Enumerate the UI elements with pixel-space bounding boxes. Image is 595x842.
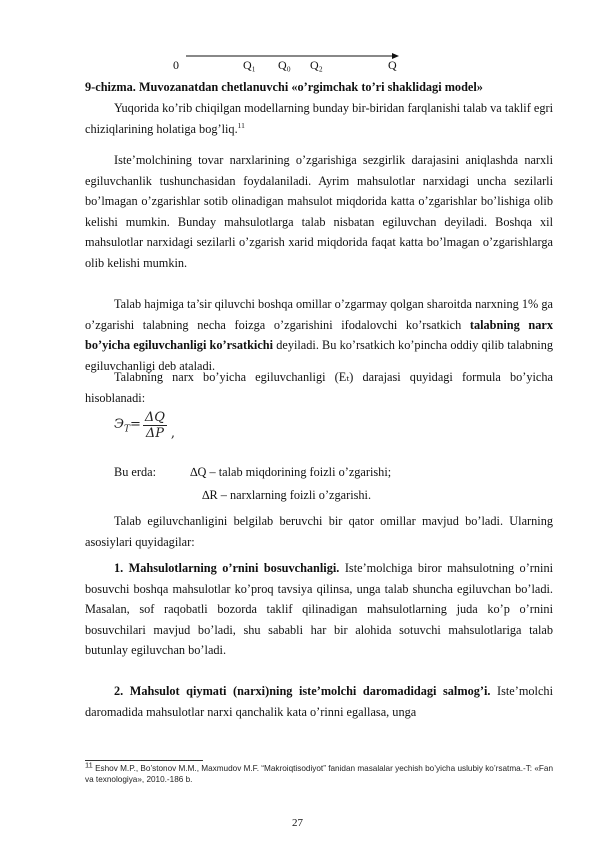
- formula-numerator: ΔQ: [144, 410, 165, 425]
- formula-symbol: Э: [114, 416, 124, 432]
- paragraph-5: Talab egiluvchanligini belgilab beruvchi bir qator omillar mavjud bo’ladi. Ularning asosiylari quyidagilar:: [85, 514, 553, 549]
- paragraph-3-text-a: Talab hajmiga ta’sir qiluvchi boshqa omillar o’zgarmay qolgan sharoitda narxning 1% ga o’zgarishi talabning necha foizga o’zgarishini ifodalovchi ko’rsatkich: [85, 297, 553, 332]
- paragraph-3-term: talabning narx bo’yicha egiluvchanligi ko’rsatkichi: [85, 317, 553, 353]
- paragraph-2: Iste’molchining tovar narxlarining o’zgarishiga sezgirlik darajasini aniqlashda narxli egiluvchanlik tushunchasidan foydalaniladi. Ayrim mahsulotlar narxidagi uncha sezilarli bo’lmagan o’zgarishlar sotib olinadigan mahsulot miqdorida katta o’zgarishlar bo’lishiga olib kelishi mumkin. Bunday mahsulotlarga talab nisbatan egiluvchan deyiladi. Boshqa xil mahsulotlar narxidagi sezilarli o’zgarish xarid miqdorida faqat katta bo’lmagan o’zgarishlarga olib kelishi mumkin.: [85, 153, 553, 270]
- figure-axis: [0, 48, 595, 76]
- figure-caption: 9-chizma. Muvozanatdan chetlanuvchi «o’rgimchak to’ri shaklidagi model»: [85, 80, 483, 94]
- axis-label-q0: Q₀: [278, 58, 291, 72]
- footnote-reference: 11: [237, 120, 245, 130]
- footnote-text: Eshov M.P., Bo’stonov M.M., Maxmudov M.F. “Makroiqtisodiyot” fanidan masalalar yechish bo’yicha uslubiy ko’rsatma.-T: «Fan va texnologiya», 2010.-186 b.: [85, 764, 553, 784]
- definition-delta-r: ∆R – narxlarning foizli o’zgarishi.: [202, 488, 372, 502]
- footnote: [85, 760, 553, 785]
- definition-delta-q: ∆Q – talab miqdorining foizli o’zgarishi;: [190, 465, 392, 479]
- axis-label-q1: Q₁: [243, 58, 256, 72]
- paragraph-1: [85, 98, 553, 139]
- paragraph-7: [85, 681, 553, 722]
- formula-subscript: T: [123, 424, 130, 435]
- paragraph-4: Talabning narx bo’yicha egiluvchanligi (Eₜ) darajasi quyidagi formula bo’yicha hisoblanadi:: [85, 370, 553, 405]
- paragraph-3-text-b: deyiladi. Bu ko’rsatkich ko’pincha oddiy qilib talabning egiluvchanligi deb ataladi.: [85, 338, 553, 373]
- footnote-marker: 11: [85, 760, 93, 770]
- factor-2-text: Iste’molchi daromadida mahsulotlar narxi qanchalik kata o’rinni egallasa, unga: [85, 684, 553, 719]
- definitions-lead: Bu erda:: [114, 465, 157, 479]
- elasticity-formula: [114, 410, 175, 441]
- factor-2-heading: 2. Mahsulot qiymati (narxi)ning iste’molchi daromadidagi salmog’i.: [114, 684, 491, 698]
- paragraph-6: [85, 558, 553, 661]
- factor-1-text: Iste’molchiga biror mahsulotning o’rnini bosuvchi boshqa mahsulotlar ko’proq tavsiya qilinsa, unga talab shuncha egiluvchan bo’ladi. Masalan, sof raqobatli bozorda taklif qilinadigan mahsulotlarning juda ko’p o’rnini bosuvchilari mavjud bo’ladi, shu sababli har bir alohida sotuvchi mahsulotlariga talab butunlay egiluvchan bo’ladi.: [85, 561, 554, 658]
- formula-lhs: [114, 416, 141, 435]
- paragraph-3: [85, 294, 553, 376]
- factor-1-heading: 1. Mahsulotlarning o’rnini bosuvchanligi.: [114, 561, 340, 575]
- axis-label-q2: Q₂: [310, 58, 323, 72]
- formula-denominator: ΔP: [145, 426, 164, 441]
- axis-label-q: Q: [388, 58, 397, 72]
- formula-fraction: [143, 410, 167, 441]
- formula-equals: =: [129, 416, 141, 432]
- axis-label-origin: 0: [173, 58, 179, 72]
- page-number: 27: [292, 817, 303, 829]
- paragraph-1-text: Yuqorida ko’rib chiqilgan modellarning bunday bir-biridan farqlanishi talab va taklif egri chiziqlarining holatiga bog’liq.: [85, 101, 553, 136]
- footnote-divider: [85, 760, 203, 761]
- formula-comma: ,: [170, 426, 176, 441]
